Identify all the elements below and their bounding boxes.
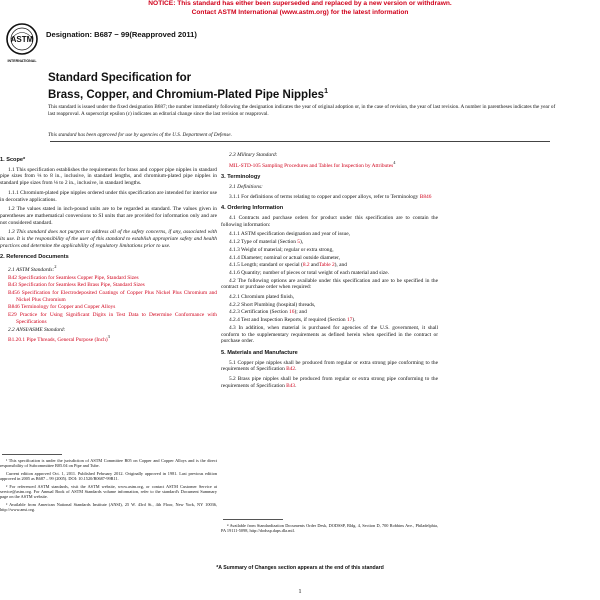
para-5-2: 5.2 Brass pipe nipples shall be produced from regular or extra strong pipe conforming to the requirements of Specification B43. bbox=[221, 376, 438, 389]
reference-code-link[interactable]: B846 bbox=[8, 304, 20, 311]
page-number: 1 bbox=[298, 588, 302, 595]
para-1-1-1: 1.1.1 Chromium-plated pipe nipples ordered under this specification are intended for interior use in decorative applications. bbox=[0, 189, 217, 203]
terminology-heading: 3. Terminology bbox=[221, 174, 261, 181]
scope-heading: 1. Scope* bbox=[0, 157, 26, 163]
para-4-1-1: 4.1.1 ASTM specification designation and year of issue, bbox=[229, 231, 350, 238]
title-footnote-mark: 1 bbox=[324, 88, 328, 95]
ansi-code-link[interactable]: B1.20.1 bbox=[8, 337, 26, 344]
para-4-1-5-b: ), and bbox=[334, 262, 347, 269]
section-8-2-link[interactable]: 8.2 bbox=[302, 262, 310, 269]
para-4-1-5-a: 4.1.5 Length; standard or special ( bbox=[229, 262, 303, 269]
footnotes-left bbox=[0, 458, 217, 515]
notice-line-1: NOTICE: This standard has either been superseded and replaced by a new version or withdrawn. bbox=[148, 0, 452, 7]
b43-link[interactable]: B43 bbox=[286, 382, 296, 389]
section-17-link[interactable]: 17 bbox=[346, 317, 353, 324]
para-4-1-5-and: and bbox=[309, 262, 319, 269]
reference-code-link[interactable]: E29 bbox=[8, 312, 17, 319]
para-4-2-3-a: 4.2.3 Certification (Section bbox=[229, 309, 290, 316]
logo-text: ASTM bbox=[10, 35, 34, 44]
footnote-2: ² For referenced ASTM standards, visit the ASTM website, www.astm.org, or contact ASTM Customer Service at service@astm.org. For Annual Book of ASTM Standards volume information, refer to the standard's Document Summary page on the ASTM website. bbox=[0, 483, 217, 500]
mil-reference[interactable] bbox=[221, 160, 438, 170]
reference-title-link[interactable]: Specification for Seamless Copper Pipe, Standard Sizes bbox=[18, 274, 139, 281]
astm-standards-sup: 2 bbox=[54, 264, 57, 270]
astm-standards-label: 2.1 ASTM Standards: bbox=[8, 266, 55, 273]
reference-code-link[interactable]: B456 bbox=[8, 290, 20, 297]
footnote-rule-right bbox=[223, 519, 283, 520]
reference-title-link[interactable]: Terminology for Copper and Copper Alloys bbox=[20, 304, 116, 311]
dod-approval-note: This standard has been approved for use by agencies of the U.S. Department of Defense. bbox=[48, 132, 232, 138]
para-5-1-text: 5.1 Copper pipe nipples shall be produced from regular or extra strong pipe conforming to the requirements of Specification bbox=[221, 359, 438, 373]
right-column bbox=[221, 152, 438, 392]
mil-title-link[interactable]: Sampling Procedures and Tables for Inspection by Attributes bbox=[262, 162, 394, 169]
para-4-1-2 bbox=[221, 239, 438, 246]
para-2-3: 2.3 Military Standard: bbox=[229, 152, 278, 158]
para-4-2-4 bbox=[221, 317, 438, 324]
b42-link[interactable]: B42 bbox=[286, 366, 296, 373]
document-title bbox=[48, 72, 518, 102]
para-1-1: 1.1 This specification establishes the requirements for brass and copper pipe nipples in standard pipe sizes from ⅛ to 8 in., inclusive, in standard lengths, and chromium-plated pipe nipples in standard pipe sizes from ⅛ to 2 in., inclusive, in standard lengths. bbox=[0, 166, 217, 187]
reference-title-link[interactable]: Specification for Seamless Red Brass Pipe, Standard Sizes bbox=[18, 282, 145, 289]
reference-code-link[interactable]: B43 bbox=[8, 282, 17, 289]
para-4-1-2-a: 4.1.2 Type of material (Section bbox=[229, 239, 298, 246]
designation: Designation: B687 − 99(Reapproved 2011) bbox=[46, 30, 197, 39]
mil-code-link[interactable]: MIL-STD-105 bbox=[229, 162, 261, 169]
reference-title-link[interactable]: Specification for Electrodeposited Coatings of Copper Plus Nickel Plus Chromium and Nickel Plus Chromium bbox=[16, 290, 217, 303]
para-3-1-1 bbox=[221, 194, 438, 201]
para-4-1-5 bbox=[221, 262, 438, 269]
reference-title-link[interactable]: Practice for Using Significant Digits in Test Data to Determine Conformance with Specifications bbox=[16, 312, 217, 325]
section-16-link[interactable]: 16 bbox=[289, 309, 295, 316]
reference-item[interactable] bbox=[0, 304, 217, 311]
summary-of-changes-note: *A Summary of Changes section appears at the end of this standard bbox=[216, 565, 384, 571]
para-4-1: 4.1 Contracts and purchase orders for product under this specification are to contain the following information: bbox=[221, 215, 438, 228]
para-4-2: 4.2 The following options are available under this specification and are to be specified in the contract or purchase order when required: bbox=[221, 277, 438, 291]
footnotes-right bbox=[221, 523, 438, 536]
standard-note: This standard is issued under the fixed designation B687; the number immediately following the designation indicates the year of original adoption or, in the case of revision, the year of last revision. A number in parentheses indicates the year of last reapproval. A superscript epsilon (ε) indicates an editorial change since the last revision or reapproval. bbox=[48, 104, 556, 117]
para-4-2-1: 4.2.1 Chromium plated finish, bbox=[229, 294, 294, 301]
ansi-reference[interactable] bbox=[0, 334, 217, 344]
reference-item[interactable] bbox=[0, 312, 217, 325]
para-3-1: 3.1 Definitions: bbox=[229, 183, 263, 190]
header-rule bbox=[50, 141, 550, 142]
supersede-notice bbox=[0, 0, 600, 17]
b846-link[interactable]: B846 bbox=[419, 193, 432, 200]
left-column bbox=[0, 152, 217, 345]
footnote-1b: Current edition approved Oct. 1, 2011. Published February 2012. Originally approved in 1981. Last previous edition approved in 2005 as B687 – 99 (2005). DOI: 10.1520/B0687-99R11. bbox=[0, 470, 217, 482]
referenced-documents-heading: 2. Referenced Documents bbox=[0, 254, 69, 261]
para-2-2: 2.2 ANSI/ASME Standard: bbox=[8, 326, 66, 333]
para-1-2: 1.2 The values stated in inch-pound units are to be regarded as standard. The values given in parentheses are mathematical conversions to SI units that are provided for information only and are not considered standard. bbox=[0, 206, 217, 226]
para-5-1: 5.1 Copper pipe nipples shall be produced from regular or extra strong pipe conforming to the requirements of Specification B42. bbox=[221, 359, 438, 373]
reference-item[interactable] bbox=[0, 282, 217, 289]
astm-logo bbox=[5, 22, 39, 68]
section-5-link[interactable]: 5 bbox=[297, 239, 300, 246]
title-main: Brass, Copper, and Chromium-Plated Pipe Nipples bbox=[48, 88, 325, 101]
para-4-1-6: 4.1.6 Quantity; number of pieces or total weight of each material and size. bbox=[229, 269, 390, 276]
ansi-sup: 3 bbox=[107, 334, 110, 340]
table-2-link[interactable]: Table 2 bbox=[318, 262, 335, 269]
logo-subtext: INTERNATIONAL bbox=[7, 59, 37, 63]
reference-code-link[interactable]: B42 bbox=[8, 274, 17, 281]
para-4-1-2-b: ), bbox=[299, 239, 304, 246]
materials-heading: 5. Materials and Manufacture bbox=[221, 349, 298, 356]
para-4-2-3 bbox=[221, 309, 438, 316]
ansi-title-link[interactable]: Pipe Threads, General Purpose (Inch) bbox=[26, 337, 108, 344]
para-4-3: 4.3 In addition, when material is purchased for agencies of the U.S. government, it shall conform to the supplementary requirements as defined herein when specified in the contract or purchase order. bbox=[221, 324, 438, 345]
para-4-2-2: 4.2.2 Short Plumbing (hospital) threads, bbox=[229, 301, 316, 308]
ordering-heading: 4. Ordering Information bbox=[221, 205, 284, 212]
reference-item[interactable] bbox=[0, 290, 217, 303]
mil-sup: 4 bbox=[393, 159, 396, 165]
para-3-1-1-text: 3.1.1 For definitions of terms relating to copper and copper alloys, refer to Terminology bbox=[229, 193, 419, 200]
para-2-1 bbox=[0, 264, 217, 274]
footnote-4: ⁴ Available from Standardization Documents Order Desk, DODSSP, Bldg. 4, Section D, 700 Robbins Ave., Philadelphia, PA 19111-5098, http://dodssp.daps.dla.mil. bbox=[221, 523, 438, 534]
title-line-1: Standard Specification for bbox=[48, 72, 192, 84]
para-5-2-text: 5.2 Brass pipe nipples shall be produced from regular or extra strong pipe conforming to the requirements of Specification bbox=[221, 376, 438, 389]
footnote-1: ¹ This specification is under the jurisdiction of ASTM Committee B05 on Copper and Copper Alloys and is the direct responsibility of Subcommittee B05.04 on Pipe and Tube. bbox=[0, 458, 217, 469]
para-1-3: 1.3 This standard does not purport to address all of the safety concerns, if any, associated with its use. It is the responsibility of the user of this standard to establish appropriate safety and health practices and determine the applicability of regulatory limitations prior to use. bbox=[0, 229, 217, 249]
para-4-1-3: 4.1.3 Weight of material; regular or extra strong, bbox=[229, 246, 334, 253]
title-line-2 bbox=[48, 85, 518, 102]
para-4-2-4-b: ). bbox=[352, 317, 356, 324]
notice-line-2: Contact ASTM International (www.astm.org) for the latest information bbox=[191, 8, 409, 16]
footnote-rule-left bbox=[2, 454, 62, 455]
para-4-1-4: 4.1.4 Diameter; nominal or actual outside diameter, bbox=[229, 254, 341, 261]
reference-item[interactable] bbox=[0, 275, 217, 282]
para-4-2-4-a: 4.2.4 Test and Inspection Reports, if required (Section bbox=[229, 317, 347, 324]
footnote-3: ³ Available from American National Standards Institute (ANSI), 25 W. 43rd St., 4th Floor, New York, NY 10036, http://www.ansi.org. bbox=[0, 501, 217, 513]
para-4-2-3-b: ); and bbox=[294, 309, 307, 316]
reference-list bbox=[0, 275, 217, 326]
